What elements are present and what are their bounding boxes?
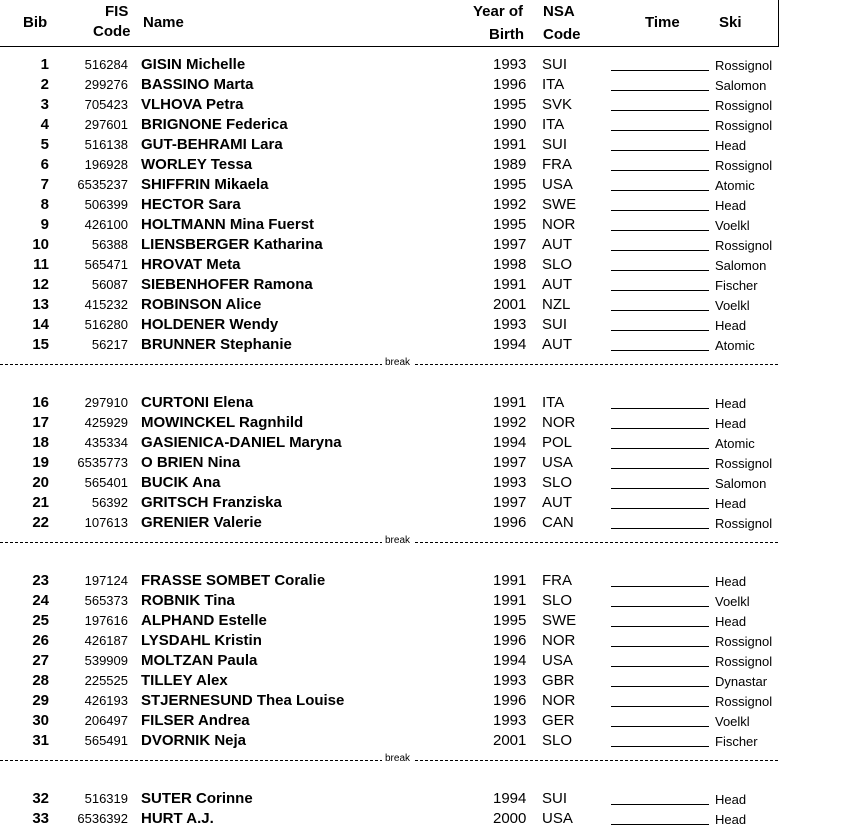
athlete-name: HROVAT Meta <box>141 256 241 273</box>
bib-number: 18 <box>32 434 49 451</box>
ski-brand: Rossignol <box>715 516 773 531</box>
year-of-birth: 1993 <box>493 56 527 73</box>
athlete-name: MOWINCKEL Ragnhild <box>141 414 304 431</box>
time-blank-line <box>611 190 709 191</box>
table-row <box>0 135 856 155</box>
year-of-birth: 1993 <box>493 672 527 689</box>
year-of-birth: 1994 <box>493 336 527 353</box>
fis-code: 197616 <box>84 613 128 628</box>
year-of-birth: 2001 <box>493 732 527 749</box>
athlete-name: LYSDAHL Kristin <box>141 632 262 649</box>
athlete-name: HECTOR Sara <box>141 196 241 213</box>
athlete-name: DVORNIK Neja <box>141 732 247 749</box>
time-blank-line <box>611 350 709 351</box>
break-label: break <box>382 753 413 765</box>
bib-number: 16 <box>32 394 49 411</box>
athlete-name: MOLTZAN Paula <box>141 652 258 669</box>
fis-code: 6536392 <box>77 811 128 826</box>
bib-number: 25 <box>32 612 49 629</box>
nsa-code: GBR <box>542 672 575 689</box>
athlete-name: HOLDENER Wendy <box>141 316 279 333</box>
ski-brand: Rossignol <box>715 158 773 173</box>
year-of-birth: 1991 <box>493 136 527 153</box>
table-row <box>0 275 856 295</box>
nsa-code: CAN <box>542 514 574 531</box>
nsa-code: NOR <box>542 216 576 233</box>
athlete-name: ROBNIK Tina <box>141 592 235 609</box>
nsa-code: SLO <box>542 256 573 273</box>
year-of-birth: 1994 <box>493 434 527 451</box>
table-row <box>0 591 856 611</box>
bib-number: 32 <box>32 790 49 807</box>
bib-number: 12 <box>32 276 49 293</box>
time-blank-line <box>611 170 709 171</box>
nsa-code: USA <box>542 176 573 193</box>
nsa-code: ITA <box>542 116 565 133</box>
ski-brand: Head <box>715 812 747 827</box>
athlete-name: BUCIK Ana <box>141 474 221 491</box>
year-of-birth: 1996 <box>493 632 527 649</box>
fis-code: 56087 <box>91 277 128 292</box>
table-row <box>0 433 856 453</box>
bib-number: 15 <box>32 336 49 353</box>
time-blank-line <box>611 726 709 727</box>
nsa-code: SWE <box>542 612 577 629</box>
fis-code: 6535773 <box>77 455 128 470</box>
break-label: break <box>382 357 413 369</box>
year-of-birth: 1991 <box>493 572 527 589</box>
bib-number: 17 <box>32 414 49 431</box>
header-yob-line1: Year of <box>473 3 524 20</box>
table-row <box>0 453 856 473</box>
fis-code: 297601 <box>84 117 128 132</box>
table-row <box>0 235 856 255</box>
athlete-name: BRIGNONE Federica <box>141 116 288 133</box>
group-separator <box>0 355 856 393</box>
header-time: Time <box>645 14 680 31</box>
fis-code: 107613 <box>84 515 128 530</box>
nsa-code: SVK <box>542 96 573 113</box>
year-of-birth: 1991 <box>493 276 527 293</box>
time-blank-line <box>611 250 709 251</box>
time-blank-line <box>611 90 709 91</box>
time-blank-line <box>611 330 709 331</box>
fis-code: 6535237 <box>77 177 128 192</box>
nsa-code: SUI <box>542 316 568 333</box>
table-row <box>0 651 856 671</box>
bib-number: 23 <box>32 572 49 589</box>
table-row <box>0 413 856 433</box>
ski-brand: Head <box>715 496 747 511</box>
table-row <box>0 155 856 175</box>
athlete-name: GASIENICA-DANIEL Maryna <box>141 434 342 451</box>
time-blank-line <box>611 270 709 271</box>
fis-code: 297910 <box>84 395 128 410</box>
athlete-name: LIENSBERGER Katharina <box>141 236 323 253</box>
ski-brand: Head <box>715 614 747 629</box>
nsa-code: ITA <box>542 76 565 93</box>
time-blank-line <box>611 230 709 231</box>
year-of-birth: 1989 <box>493 156 527 173</box>
athlete-name: GUT-BEHRAMI Lara <box>141 136 283 153</box>
nsa-code: USA <box>542 454 573 471</box>
year-of-birth: 1992 <box>493 414 527 431</box>
athlete-name: HURT A.J. <box>141 810 214 827</box>
nsa-code: SUI <box>542 790 568 807</box>
fis-code: 516319 <box>84 791 128 806</box>
nsa-code: NOR <box>542 692 576 709</box>
bib-number: 4 <box>40 116 49 133</box>
athlete-name: SIEBENHOFER Ramona <box>141 276 313 293</box>
time-blank-line <box>611 528 709 529</box>
ski-brand: Head <box>715 792 747 807</box>
time-blank-line <box>611 626 709 627</box>
nsa-code: AUT <box>542 336 572 353</box>
table-row <box>0 571 856 591</box>
fis-code: 299276 <box>84 77 128 92</box>
fis-code: 539909 <box>84 653 128 668</box>
ski-brand: Atomic <box>715 338 755 353</box>
ski-brand: Head <box>715 396 747 411</box>
athlete-name: FILSER Andrea <box>141 712 250 729</box>
fis-code: 196928 <box>84 157 128 172</box>
ski-brand: Head <box>715 198 747 213</box>
ski-brand: Rossignol <box>715 238 773 253</box>
header-fis-line1: FIS <box>105 3 129 20</box>
time-blank-line <box>611 290 709 291</box>
bib-number: 28 <box>32 672 49 689</box>
year-of-birth: 1991 <box>493 592 527 609</box>
table-row <box>0 95 856 115</box>
ski-brand: Dynastar <box>715 674 768 689</box>
fis-code: 426100 <box>84 217 128 232</box>
nsa-code: FRA <box>542 156 572 173</box>
time-blank-line <box>611 70 709 71</box>
bib-number: 10 <box>32 236 49 253</box>
ski-brand: Voelkl <box>715 298 750 313</box>
nsa-code: USA <box>542 810 573 827</box>
table-row <box>0 215 856 235</box>
table-row <box>0 295 856 315</box>
time-blank-line <box>611 646 709 647</box>
year-of-birth: 1995 <box>493 216 527 233</box>
bib-number: 33 <box>32 810 49 827</box>
bib-number: 9 <box>40 216 49 233</box>
bib-number: 27 <box>32 652 49 669</box>
time-blank-line <box>611 428 709 429</box>
year-of-birth: 1990 <box>493 116 527 133</box>
nsa-code: SUI <box>542 136 568 153</box>
bib-number: 26 <box>32 632 49 649</box>
header-fis-line2: Code <box>93 23 131 40</box>
fis-code: 415232 <box>84 297 128 312</box>
athlete-name: BRUNNER Stephanie <box>141 336 292 353</box>
time-blank-line <box>611 448 709 449</box>
ski-brand: Fischer <box>715 734 758 749</box>
athlete-name: STJERNESUND Thea Louise <box>141 692 345 709</box>
table-row <box>0 809 856 829</box>
bib-number: 1 <box>40 56 49 73</box>
time-blank-line <box>611 408 709 409</box>
ski-brand: Rossignol <box>715 654 773 669</box>
bib-number: 13 <box>32 296 49 313</box>
time-blank-line <box>611 488 709 489</box>
time-blank-line <box>611 468 709 469</box>
fis-code: 56392 <box>91 495 128 510</box>
athlete-name: HOLTMANN Mina Fuerst <box>141 216 315 233</box>
year-of-birth: 1998 <box>493 256 527 273</box>
time-blank-line <box>611 804 709 805</box>
bib-number: 6 <box>40 156 49 173</box>
ski-brand: Atomic <box>715 436 755 451</box>
table-row <box>0 473 856 493</box>
ski-brand: Head <box>715 574 747 589</box>
bib-number: 7 <box>40 176 49 193</box>
nsa-code: SLO <box>542 732 573 749</box>
fis-code: 426193 <box>84 693 128 708</box>
time-blank-line <box>611 210 709 211</box>
year-of-birth: 1996 <box>493 692 527 709</box>
nsa-code: SLO <box>542 592 573 609</box>
time-blank-line <box>611 508 709 509</box>
time-blank-line <box>611 130 709 131</box>
fis-code: 565373 <box>84 593 128 608</box>
year-of-birth: 1995 <box>493 96 527 113</box>
ski-brand: Rossignol <box>715 456 773 471</box>
year-of-birth: 1993 <box>493 474 527 491</box>
table-row <box>0 255 856 275</box>
nsa-code: SLO <box>542 474 573 491</box>
nsa-code: POL <box>542 434 573 451</box>
table-row <box>0 195 856 215</box>
fis-code: 426187 <box>84 633 128 648</box>
fis-code: 516138 <box>84 137 128 152</box>
ski-brand: Rossignol <box>715 58 773 73</box>
year-of-birth: 1995 <box>493 612 527 629</box>
time-blank-line <box>611 586 709 587</box>
table-row <box>0 315 856 335</box>
year-of-birth: 1997 <box>493 454 527 471</box>
nsa-code: SUI <box>542 56 568 73</box>
group-separator <box>0 533 856 571</box>
athlete-name: VLHOVA Petra <box>141 96 244 113</box>
header-nsa-line1: NSA <box>543 3 575 20</box>
fis-code: 225525 <box>84 673 128 688</box>
bib-number: 24 <box>32 592 49 609</box>
table-row <box>0 493 856 513</box>
time-blank-line <box>611 606 709 607</box>
athlete-name: FRASSE SOMBET Coralie <box>141 572 326 589</box>
table-row <box>0 691 856 711</box>
nsa-code: SWE <box>542 196 577 213</box>
table-row <box>0 115 856 135</box>
fis-code: 516284 <box>84 57 128 72</box>
year-of-birth: 1994 <box>493 790 527 807</box>
fis-code: 705423 <box>84 97 128 112</box>
nsa-code: NOR <box>542 632 576 649</box>
start-list <box>0 55 856 829</box>
nsa-code: NZL <box>542 296 571 313</box>
ski-brand: Salomon <box>715 476 767 491</box>
nsa-code: GER <box>542 712 575 729</box>
year-of-birth: 1996 <box>493 76 527 93</box>
year-of-birth: 1997 <box>493 494 527 511</box>
bib-number: 20 <box>32 474 49 491</box>
fis-code: 506399 <box>84 197 128 212</box>
table-row <box>0 513 856 533</box>
table-row <box>0 393 856 413</box>
ski-brand: Voelkl <box>715 594 750 609</box>
time-blank-line <box>611 746 709 747</box>
athlete-name: BASSINO Marta <box>141 76 254 93</box>
ski-brand: Rossignol <box>715 634 773 649</box>
year-of-birth: 1991 <box>493 394 527 411</box>
header-bib: Bib <box>23 14 48 31</box>
time-blank-line <box>611 150 709 151</box>
bib-number: 21 <box>32 494 49 511</box>
athlete-name: CURTONI Elena <box>141 394 254 411</box>
table-row <box>0 711 856 731</box>
year-of-birth: 2001 <box>493 296 527 313</box>
time-blank-line <box>611 110 709 111</box>
time-blank-line <box>611 824 709 825</box>
time-blank-line <box>611 310 709 311</box>
table-row <box>0 671 856 691</box>
bib-number: 31 <box>32 732 49 749</box>
fis-code: 565401 <box>84 475 128 490</box>
group-separator <box>0 751 856 789</box>
ski-brand: Rossignol <box>715 118 773 133</box>
bib-number: 14 <box>32 316 49 333</box>
table-row <box>0 611 856 631</box>
table-row <box>0 75 856 95</box>
header-name: Name <box>143 14 184 31</box>
nsa-code: AUT <box>542 276 572 293</box>
fis-code: 435334 <box>84 435 128 450</box>
nsa-code: AUT <box>542 494 572 511</box>
bib-number: 30 <box>32 712 49 729</box>
fis-code: 516280 <box>84 317 128 332</box>
year-of-birth: 1996 <box>493 514 527 531</box>
athlete-name: ROBINSON Alice <box>141 296 262 313</box>
table-row <box>0 731 856 751</box>
athlete-name: GRITSCH Franziska <box>141 494 282 511</box>
fis-code: 56217 <box>91 337 128 352</box>
ski-brand: Head <box>715 138 747 153</box>
bib-number: 2 <box>40 76 49 93</box>
header-ski: Ski <box>719 14 742 31</box>
fis-code: 425929 <box>84 415 128 430</box>
table-row <box>0 789 856 809</box>
ski-brand: Voelkl <box>715 218 750 233</box>
year-of-birth: 1994 <box>493 652 527 669</box>
fis-code: 565491 <box>84 733 128 748</box>
nsa-code: NOR <box>542 414 576 431</box>
nsa-code: USA <box>542 652 573 669</box>
nsa-code: FRA <box>542 572 572 589</box>
athlete-name: SHIFFRIN Mikaela <box>141 176 269 193</box>
ski-brand: Rossignol <box>715 694 773 709</box>
ski-brand: Salomon <box>715 78 767 93</box>
ski-brand: Head <box>715 318 747 333</box>
athlete-name: O BRIEN Nina <box>141 454 241 471</box>
nsa-code: ITA <box>542 394 565 411</box>
time-blank-line <box>611 686 709 687</box>
athlete-name: GISIN Michelle <box>141 56 246 73</box>
ski-brand: Fischer <box>715 278 758 293</box>
year-of-birth: 1993 <box>493 712 527 729</box>
fis-code: 206497 <box>84 713 128 728</box>
athlete-name: ALPHAND Estelle <box>141 612 267 629</box>
bib-number: 5 <box>40 136 49 153</box>
ski-brand: Atomic <box>715 178 755 193</box>
year-of-birth: 1993 <box>493 316 527 333</box>
bib-number: 11 <box>33 256 49 273</box>
time-blank-line <box>611 666 709 667</box>
ski-brand: Rossignol <box>715 98 773 113</box>
bib-number: 19 <box>32 454 49 471</box>
year-of-birth: 1997 <box>493 236 527 253</box>
bib-number: 29 <box>32 692 49 709</box>
bib-number: 3 <box>40 96 49 113</box>
bib-number: 8 <box>40 196 49 213</box>
year-of-birth: 1995 <box>493 176 527 193</box>
fis-code: 565471 <box>84 257 128 272</box>
ski-brand: Voelkl <box>715 714 750 729</box>
header-nsa-line2: Code <box>543 26 581 43</box>
table-row <box>0 335 856 355</box>
time-blank-line <box>611 706 709 707</box>
table-row <box>0 55 856 75</box>
year-of-birth: 1992 <box>493 196 527 213</box>
nsa-code: AUT <box>542 236 572 253</box>
athlete-name: GRENIER Valerie <box>141 514 262 531</box>
table-header <box>0 0 779 47</box>
fis-code: 56388 <box>91 237 128 252</box>
athlete-name: SUTER Corinne <box>141 790 253 807</box>
fis-code: 197124 <box>84 573 128 588</box>
athlete-name: TILLEY Alex <box>141 672 228 689</box>
athlete-name: WORLEY Tessa <box>141 156 253 173</box>
header-yob-line2: Birth <box>489 26 524 43</box>
ski-brand: Salomon <box>715 258 767 273</box>
bib-number: 22 <box>32 514 49 531</box>
ski-brand: Head <box>715 416 747 431</box>
break-label: break <box>382 535 413 547</box>
year-of-birth: 2000 <box>493 810 527 827</box>
table-row <box>0 631 856 651</box>
table-row <box>0 175 856 195</box>
